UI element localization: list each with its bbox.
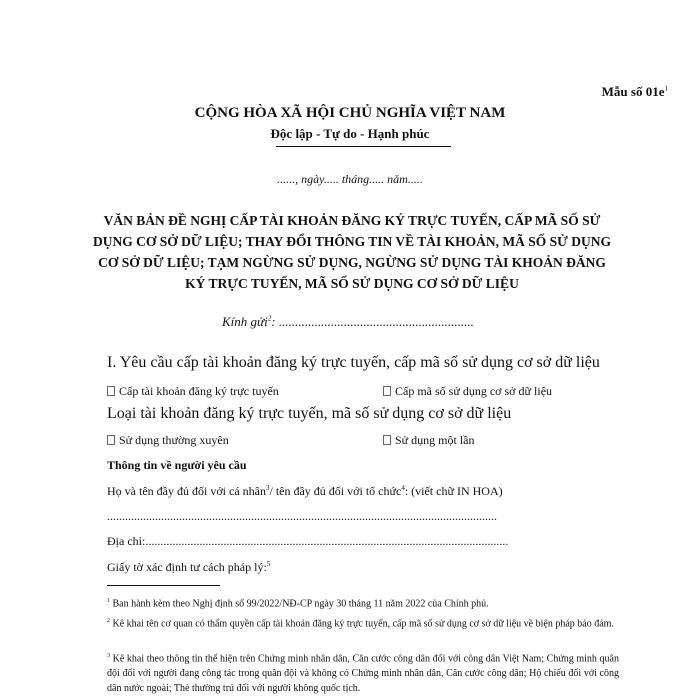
footnote: $^3$ Kê khai theo thông tin thể hiện trên Chứng minh nhân dân, Căn cước công dân đối với công dân Việt Nam; Chứng minh quân đội đối với người đang công tác trong quân đội và không có Chứng minh nhân dân, Căn cước công dân; Hộ chiếu đối với công dân nước ngoài; Thẻ thường trú đối với người không quốc tịch. bbox=[107, 653, 619, 695]
option-one-time-use[interactable]: Sử dụng một lần bbox=[383, 433, 475, 448]
requester-info-heading: Thông tin về người yêu cầu bbox=[107, 458, 247, 472]
motto: Độc lập - Tự do - Hạnh phúc bbox=[270, 126, 430, 141]
footnote-ref: 2 bbox=[267, 314, 272, 323]
option-db-code[interactable]: Cấp mã số sử dụng cơ sở dữ liệu bbox=[383, 384, 552, 399]
title-line: CƠ SỞ DỮ LIỆU; TẠM NGỪNG SỬ DỤNG, NGỪNG SỬ DỤNG TÀI KHOẢN ĐĂNG bbox=[98, 255, 606, 270]
nation-header: CỘNG HÒA XÃ HỘI CHỦ NGHĨA VIỆT NAM bbox=[194, 105, 506, 121]
footnote-separator bbox=[107, 585, 220, 586]
title-line: DỤNG CƠ SỞ DỮ LIỆU; THAY ĐỔI THÔNG TIN VỀ TÀI KHOẢN, MÃ SỐ SỬ DỤNG bbox=[92, 234, 612, 249]
account-type-heading: Loại tài khoản đăng ký trực tuyến, mã số sử dụng cơ sở dữ liệu bbox=[107, 405, 512, 422]
full-name-label: Họ và tên đầy đủ đối với cá nhân$^3$/ tên đầy đủ đối với tổ chức$^4$: (viết chữ IN HOA) bbox=[107, 484, 503, 498]
title-line: KÝ TRỰC TUYẾN, MÃ SỐ SỬ DỤNG CƠ SỞ DỮ LIỆU bbox=[185, 276, 519, 291]
checkbox-icon[interactable] bbox=[383, 435, 391, 445]
form-code: Mẫu số $01e^1$ bbox=[601, 84, 668, 99]
document-title bbox=[92, 210, 612, 294]
section-1-heading: I. Yêu cầu cấp tài khoản đăng ký trực tuyến, cấp mã số sử dụng cơ sở dữ liệu bbox=[107, 354, 600, 371]
motto-underline bbox=[276, 146, 451, 147]
checkbox-icon[interactable] bbox=[383, 386, 391, 396]
option-online-account[interactable]: Cấp tài khoản đăng ký trực tuyến bbox=[107, 384, 279, 399]
footnote-ref: 3 bbox=[265, 484, 270, 492]
full-name-field[interactable]: .................................................................................................................................. bbox=[107, 509, 497, 523]
footnote-ref: 1 bbox=[664, 84, 668, 93]
title-line: VĂN BẢN ĐỀ NGHỊ CẤP TÀI KHOẢN ĐĂNG KÝ TRỰC TUYẾN, CẤP MÃ SỐ SỬ bbox=[103, 213, 601, 228]
option-regular-use[interactable]: Sử dụng thường xuyên bbox=[107, 433, 229, 448]
footnote: $^2$ Kê khai tên cơ quan có thẩm quyền cấp tài khoản đăng ký trực tuyến, cấp mã số sử dụng cơ sở dữ liệu về biện pháp bảo đảm. bbox=[107, 618, 614, 630]
addressee-line: Kính gửi$^2$: ............................................................ bbox=[222, 314, 474, 329]
legal-doc-label: Giấy tờ xác định tư cách pháp lý:$^5$ bbox=[107, 560, 271, 574]
date-line: ......, ngày..... tháng..... năm..... bbox=[277, 172, 423, 186]
checkbox-icon[interactable] bbox=[107, 386, 115, 396]
footnote-ref: 4 bbox=[401, 484, 405, 492]
footnote-ref: 5 bbox=[266, 560, 271, 568]
checkbox-icon[interactable] bbox=[107, 435, 115, 445]
address-field[interactable]: Địa chỉ:......................................................................................................................... bbox=[107, 534, 509, 548]
footnote: $^1$ Ban hành kèm theo Nghị định số 99/2022/NĐ-CP ngày 30 tháng 11 năm 2022 của Chính phủ. bbox=[107, 598, 489, 610]
